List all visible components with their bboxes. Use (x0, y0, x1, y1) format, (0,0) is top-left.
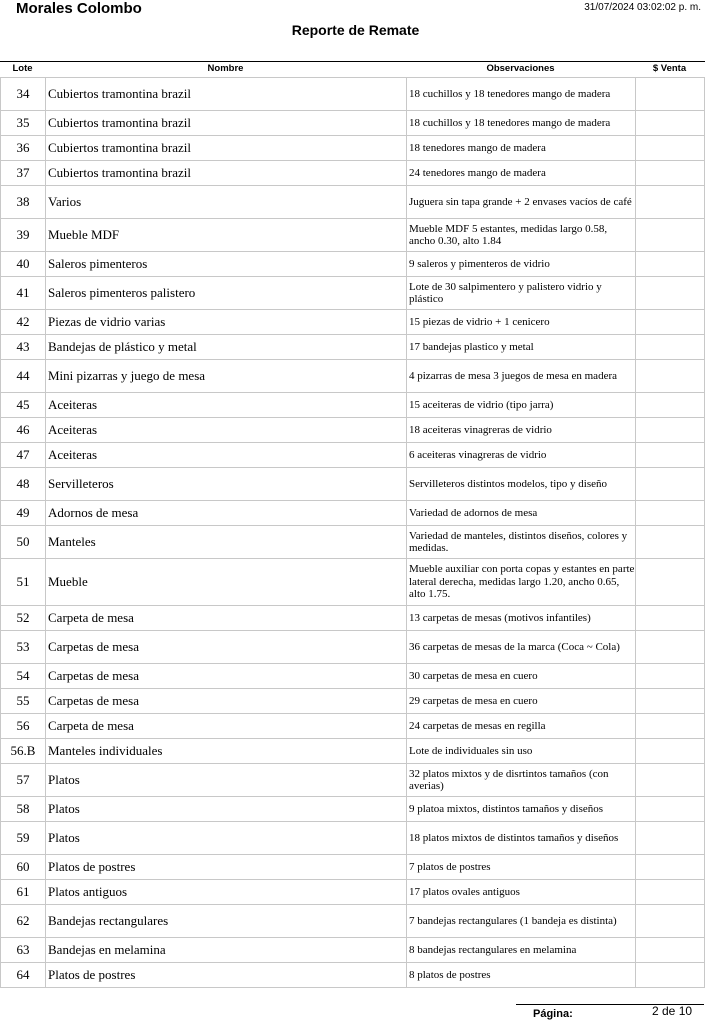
venta-cell (636, 880, 705, 905)
venta-cell (636, 360, 705, 393)
observaciones-cell: 18 cuchillos y 18 tenedores mango de madera (407, 78, 636, 111)
table-row (1, 739, 705, 764)
observaciones-cell: 18 tenedores mango de madera (407, 136, 636, 161)
venta-cell (636, 186, 705, 219)
lote-cell: 58 (1, 797, 46, 822)
lote-cell: 61 (1, 880, 46, 905)
table-row (1, 526, 705, 559)
lote-cell: 43 (1, 335, 46, 360)
table-row (1, 714, 705, 739)
lote-cell: 56.B (1, 739, 46, 764)
lote-cell: 39 (1, 219, 46, 252)
column-header-venta: $ Venta (652, 63, 687, 74)
venta-cell (636, 78, 705, 111)
nombre-cell: Cubiertos tramontina brazil (46, 111, 407, 136)
venta-cell (636, 443, 705, 468)
table-row (1, 186, 705, 219)
table-row (1, 161, 705, 186)
page-label: Página: (533, 1008, 573, 1020)
nombre-cell: Carpeta de mesa (46, 606, 407, 631)
column-header-lote: Lote (12, 63, 33, 74)
nombre-cell: Saleros pimenteros palistero (46, 277, 407, 310)
venta-cell (636, 468, 705, 501)
observaciones-cell: Variedad de manteles, distintos diseños, colores y medidas. (407, 526, 636, 559)
table-row (1, 443, 705, 468)
page-title: Reporte de Remate (291, 22, 420, 38)
observaciones-cell: 9 saleros y pimenteros de vidrio (407, 252, 636, 277)
table-row (1, 905, 705, 938)
observaciones-cell: 30 carpetas de mesa en cuero (407, 664, 636, 689)
lote-cell: 47 (1, 443, 46, 468)
company-name: Morales Colombo (16, 0, 142, 17)
table-row (1, 335, 705, 360)
observaciones-cell: Lote de individuales sin uso (407, 739, 636, 764)
venta-cell (636, 689, 705, 714)
nombre-cell: Platos antiguos (46, 880, 407, 905)
observaciones-cell: 18 aceiteras vinagreras de vidrio (407, 418, 636, 443)
lote-cell: 34 (1, 78, 46, 111)
nombre-cell: Manteles (46, 526, 407, 559)
venta-cell (636, 797, 705, 822)
nombre-cell: Mini pizarras y juego de mesa (46, 360, 407, 393)
table-row (1, 797, 705, 822)
observaciones-cell: 36 carpetas de mesas de la marca (Coca ~ Cola) (407, 631, 636, 664)
venta-cell (636, 764, 705, 797)
venta-cell (636, 418, 705, 443)
lote-cell: 57 (1, 764, 46, 797)
venta-cell (636, 905, 705, 938)
lote-cell: 60 (1, 855, 46, 880)
nombre-cell: Platos (46, 822, 407, 855)
nombre-cell: Aceiteras (46, 393, 407, 418)
nombre-cell: Platos de postres (46, 963, 407, 988)
venta-cell (636, 277, 705, 310)
venta-cell (636, 252, 705, 277)
lote-cell: 55 (1, 689, 46, 714)
venta-cell (636, 714, 705, 739)
nombre-cell: Platos (46, 797, 407, 822)
observaciones-cell: 29 carpetas de mesa en cuero (407, 689, 636, 714)
nombre-cell: Carpetas de mesa (46, 664, 407, 689)
nombre-cell: Adornos de mesa (46, 501, 407, 526)
venta-cell (636, 111, 705, 136)
table-row (1, 219, 705, 252)
lote-cell: 56 (1, 714, 46, 739)
nombre-cell: Piezas de vidrio varias (46, 310, 407, 335)
observaciones-cell: 32 platos mixtos y de disrtintos tamaños (con averias) (407, 764, 636, 797)
venta-cell (636, 136, 705, 161)
lote-cell: 36 (1, 136, 46, 161)
table-row (1, 689, 705, 714)
lote-cell: 41 (1, 277, 46, 310)
observaciones-cell: 24 carpetas de mesas en regilla (407, 714, 636, 739)
lote-cell: 40 (1, 252, 46, 277)
observaciones-cell: 8 platos de postres (407, 963, 636, 988)
lote-cell: 51 (1, 559, 46, 606)
table-row (1, 78, 705, 111)
lote-cell: 48 (1, 468, 46, 501)
venta-cell (636, 664, 705, 689)
observaciones-cell: 18 cuchillos y 18 tenedores mango de madera (407, 111, 636, 136)
table-row (1, 963, 705, 988)
observaciones-cell: 18 platos mixtos de distintos tamaños y diseños (407, 822, 636, 855)
report-datetime: 31/07/2024 03:02:02 p. m. (584, 2, 701, 13)
table-row (1, 393, 705, 418)
lote-cell: 45 (1, 393, 46, 418)
observaciones-cell: 6 aceiteras vinagreras de vidrio (407, 443, 636, 468)
venta-cell (636, 559, 705, 606)
venta-cell (636, 963, 705, 988)
nombre-cell: Varios (46, 186, 407, 219)
table-row (1, 418, 705, 443)
venta-cell (636, 526, 705, 559)
venta-cell (636, 501, 705, 526)
table-row (1, 631, 705, 664)
table-row (1, 310, 705, 335)
lote-cell: 59 (1, 822, 46, 855)
venta-cell (636, 219, 705, 252)
observaciones-cell: 4 pizarras de mesa 3 juegos de mesa en madera (407, 360, 636, 393)
observaciones-cell: 9 platoa mixtos, distintos tamaños y diseños (407, 797, 636, 822)
venta-cell (636, 335, 705, 360)
nombre-cell: Cubiertos tramontina brazil (46, 136, 407, 161)
observaciones-cell: Juguera sin tapa grande + 2 envases vacíos de café (407, 186, 636, 219)
nombre-cell: Manteles individuales (46, 739, 407, 764)
lote-cell: 53 (1, 631, 46, 664)
observaciones-cell: 15 aceiteras de vidrio (tipo jarra) (407, 393, 636, 418)
nombre-cell: Bandejas en melamina (46, 938, 407, 963)
observaciones-cell: Lote de 30 salpimentero y palistero vidrio y plástico (407, 277, 636, 310)
table-row (1, 559, 705, 606)
table-row (1, 880, 705, 905)
column-header-nombre: Nombre (207, 63, 244, 74)
observaciones-cell: 17 platos ovales antiguos (407, 880, 636, 905)
table-row (1, 822, 705, 855)
nombre-cell: Aceiteras (46, 418, 407, 443)
venta-cell (636, 161, 705, 186)
nombre-cell: Carpetas de mesa (46, 689, 407, 714)
table-row (1, 277, 705, 310)
auction-table (0, 77, 705, 988)
table-row (1, 111, 705, 136)
table-row (1, 855, 705, 880)
nombre-cell: Carpeta de mesa (46, 714, 407, 739)
observaciones-cell: 13 carpetas de mesas (motivos infantiles) (407, 606, 636, 631)
nombre-cell: Mueble MDF (46, 219, 407, 252)
nombre-cell: Cubiertos tramontina brazil (46, 161, 407, 186)
lote-cell: 64 (1, 963, 46, 988)
lote-cell: 42 (1, 310, 46, 335)
lote-cell: 35 (1, 111, 46, 136)
lote-cell: 63 (1, 938, 46, 963)
table-row (1, 501, 705, 526)
observaciones-cell: 17 bandejas plastico y metal (407, 335, 636, 360)
nombre-cell: Platos de postres (46, 855, 407, 880)
column-header-observaciones: Observaciones (486, 63, 555, 74)
nombre-cell: Platos (46, 764, 407, 797)
nombre-cell: Bandejas de plástico y metal (46, 335, 407, 360)
observaciones-cell: 7 bandejas rectangulares (1 bandeja es distinta) (407, 905, 636, 938)
venta-cell (636, 855, 705, 880)
table-row (1, 468, 705, 501)
nombre-cell: Servilleteros (46, 468, 407, 501)
page-number: 2 de 10 (652, 1004, 693, 1018)
table-row (1, 606, 705, 631)
table-row (1, 664, 705, 689)
observaciones-cell: Mueble MDF 5 estantes, medidas largo 0.58, ancho 0.30, alto 1.84 (407, 219, 636, 252)
lote-cell: 49 (1, 501, 46, 526)
venta-cell (636, 631, 705, 664)
table-row (1, 938, 705, 963)
lote-cell: 52 (1, 606, 46, 631)
venta-cell (636, 938, 705, 963)
venta-cell (636, 739, 705, 764)
observaciones-cell: 24 tenedores mango de madera (407, 161, 636, 186)
lote-cell: 62 (1, 905, 46, 938)
lote-cell: 50 (1, 526, 46, 559)
lote-cell: 54 (1, 664, 46, 689)
table-row (1, 252, 705, 277)
table-row (1, 136, 705, 161)
lote-cell: 37 (1, 161, 46, 186)
nombre-cell: Cubiertos tramontina brazil (46, 78, 407, 111)
observaciones-cell: Variedad de adornos de mesa (407, 501, 636, 526)
nombre-cell: Bandejas rectangulares (46, 905, 407, 938)
venta-cell (636, 310, 705, 335)
table-row (1, 764, 705, 797)
lote-cell: 38 (1, 186, 46, 219)
venta-cell (636, 822, 705, 855)
nombre-cell: Aceiteras (46, 443, 407, 468)
nombre-cell: Mueble (46, 559, 407, 606)
venta-cell (636, 393, 705, 418)
lote-cell: 44 (1, 360, 46, 393)
observaciones-cell: 7 platos de postres (407, 855, 636, 880)
observaciones-cell: Servilleteros distintos modelos, tipo y diseño (407, 468, 636, 501)
observaciones-cell: Mueble auxiliar con porta copas y estantes en parte lateral derecha, medidas largo 1.20, ancho 0.65, alto 1.75. (407, 559, 636, 606)
table-row (1, 360, 705, 393)
lote-cell: 46 (1, 418, 46, 443)
observaciones-cell: 8 bandejas rectangulares en melamina (407, 938, 636, 963)
nombre-cell: Saleros pimenteros (46, 252, 407, 277)
nombre-cell: Carpetas de mesa (46, 631, 407, 664)
venta-cell (636, 606, 705, 631)
observaciones-cell: 15 piezas de vidrio + 1 cenicero (407, 310, 636, 335)
